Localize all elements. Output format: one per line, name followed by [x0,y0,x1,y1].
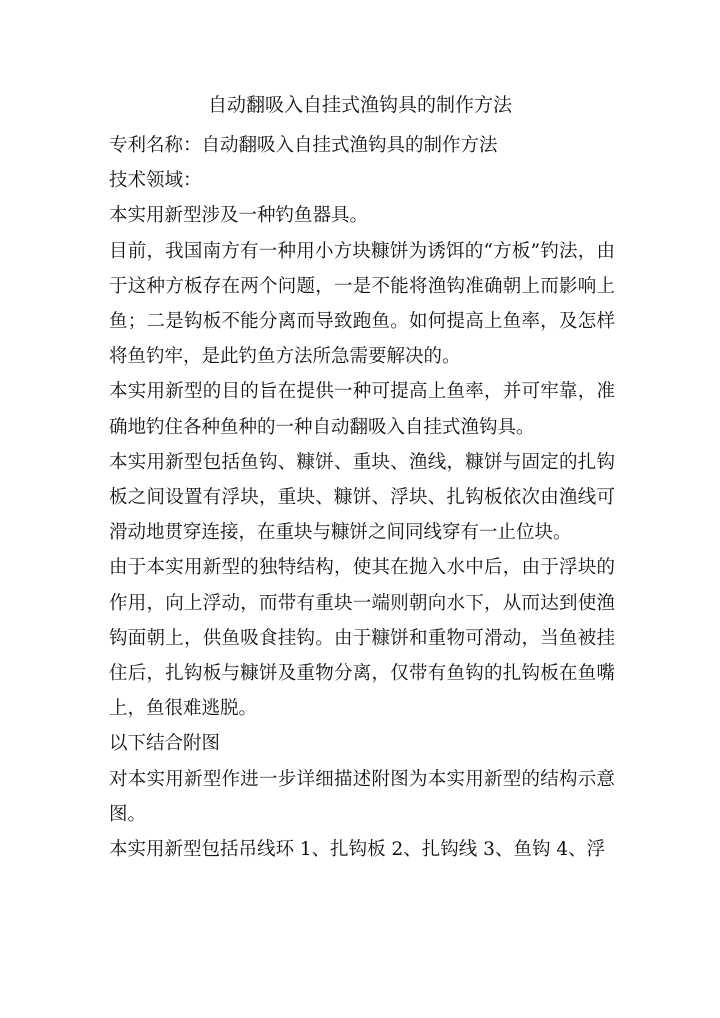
body-paragraph: 由于本实用新型的独特结构，使其在抛入水中后，由于浮块的作用，向上浮动，而带有重块一端则朝向水下，从而达到使渔钩面朝上，供鱼吸食挂钩。由于糠饼和重物可滑动，当鱼被挂住后，扎钩板与糠饼及重物分离，仅带有鱼钩的扎钩板在鱼嘴上，鱼很难逃脱。 [109,557,615,720]
body-paragraph: 本实用新型包括吊线环 1、扎钩板 2、扎钩线 3、鱼钩 4、浮 [109,839,606,861]
body-paragraph: 目前，我国南方有一种用小方块糠饼为诱饵的“方板”钓法，由于这种方板存在两个问题，一是不能将渔钩准确朝上而影响上鱼；二是钩板不能分离而导致跑鱼。如何提高上鱼率，及怎样将鱼钓牢，是此钓鱼方法所急需要解决的。 [109,240,615,368]
patent-name-line: 专利名称：自动翻吸入自挂式渔钩具的制作方法 [109,135,498,156]
document-title: 自动翻吸入自挂式渔钩具的制作方法 [207,94,512,116]
document-body [109,128,615,867]
body-paragraph: 对本实用新型作进一步详细描述附图为本实用新型的结构示意图。 [109,768,615,825]
technical-field-heading: 技术领域： [109,170,202,192]
body-paragraph: 本实用新型涉及一种钓鱼器具。 [109,205,369,227]
body-paragraph: 以下结合附图 [109,733,221,755]
body-paragraph: 本实用新型的目的旨在提供一种可提高上鱼率，并可牢靠，准确地钓住各种鱼种的一种自动翻吸入自挂式渔钩具。 [109,381,615,438]
body-paragraph: 本实用新型包括鱼钩、糠饼、重块、渔线，糠饼与固定的扎钩板之间设置有浮块，重块、糠饼、浮块、扎钩板依次由渔线可滑动地贯穿连接，在重块与糠饼之间同线穿有一止位块。 [109,451,615,544]
